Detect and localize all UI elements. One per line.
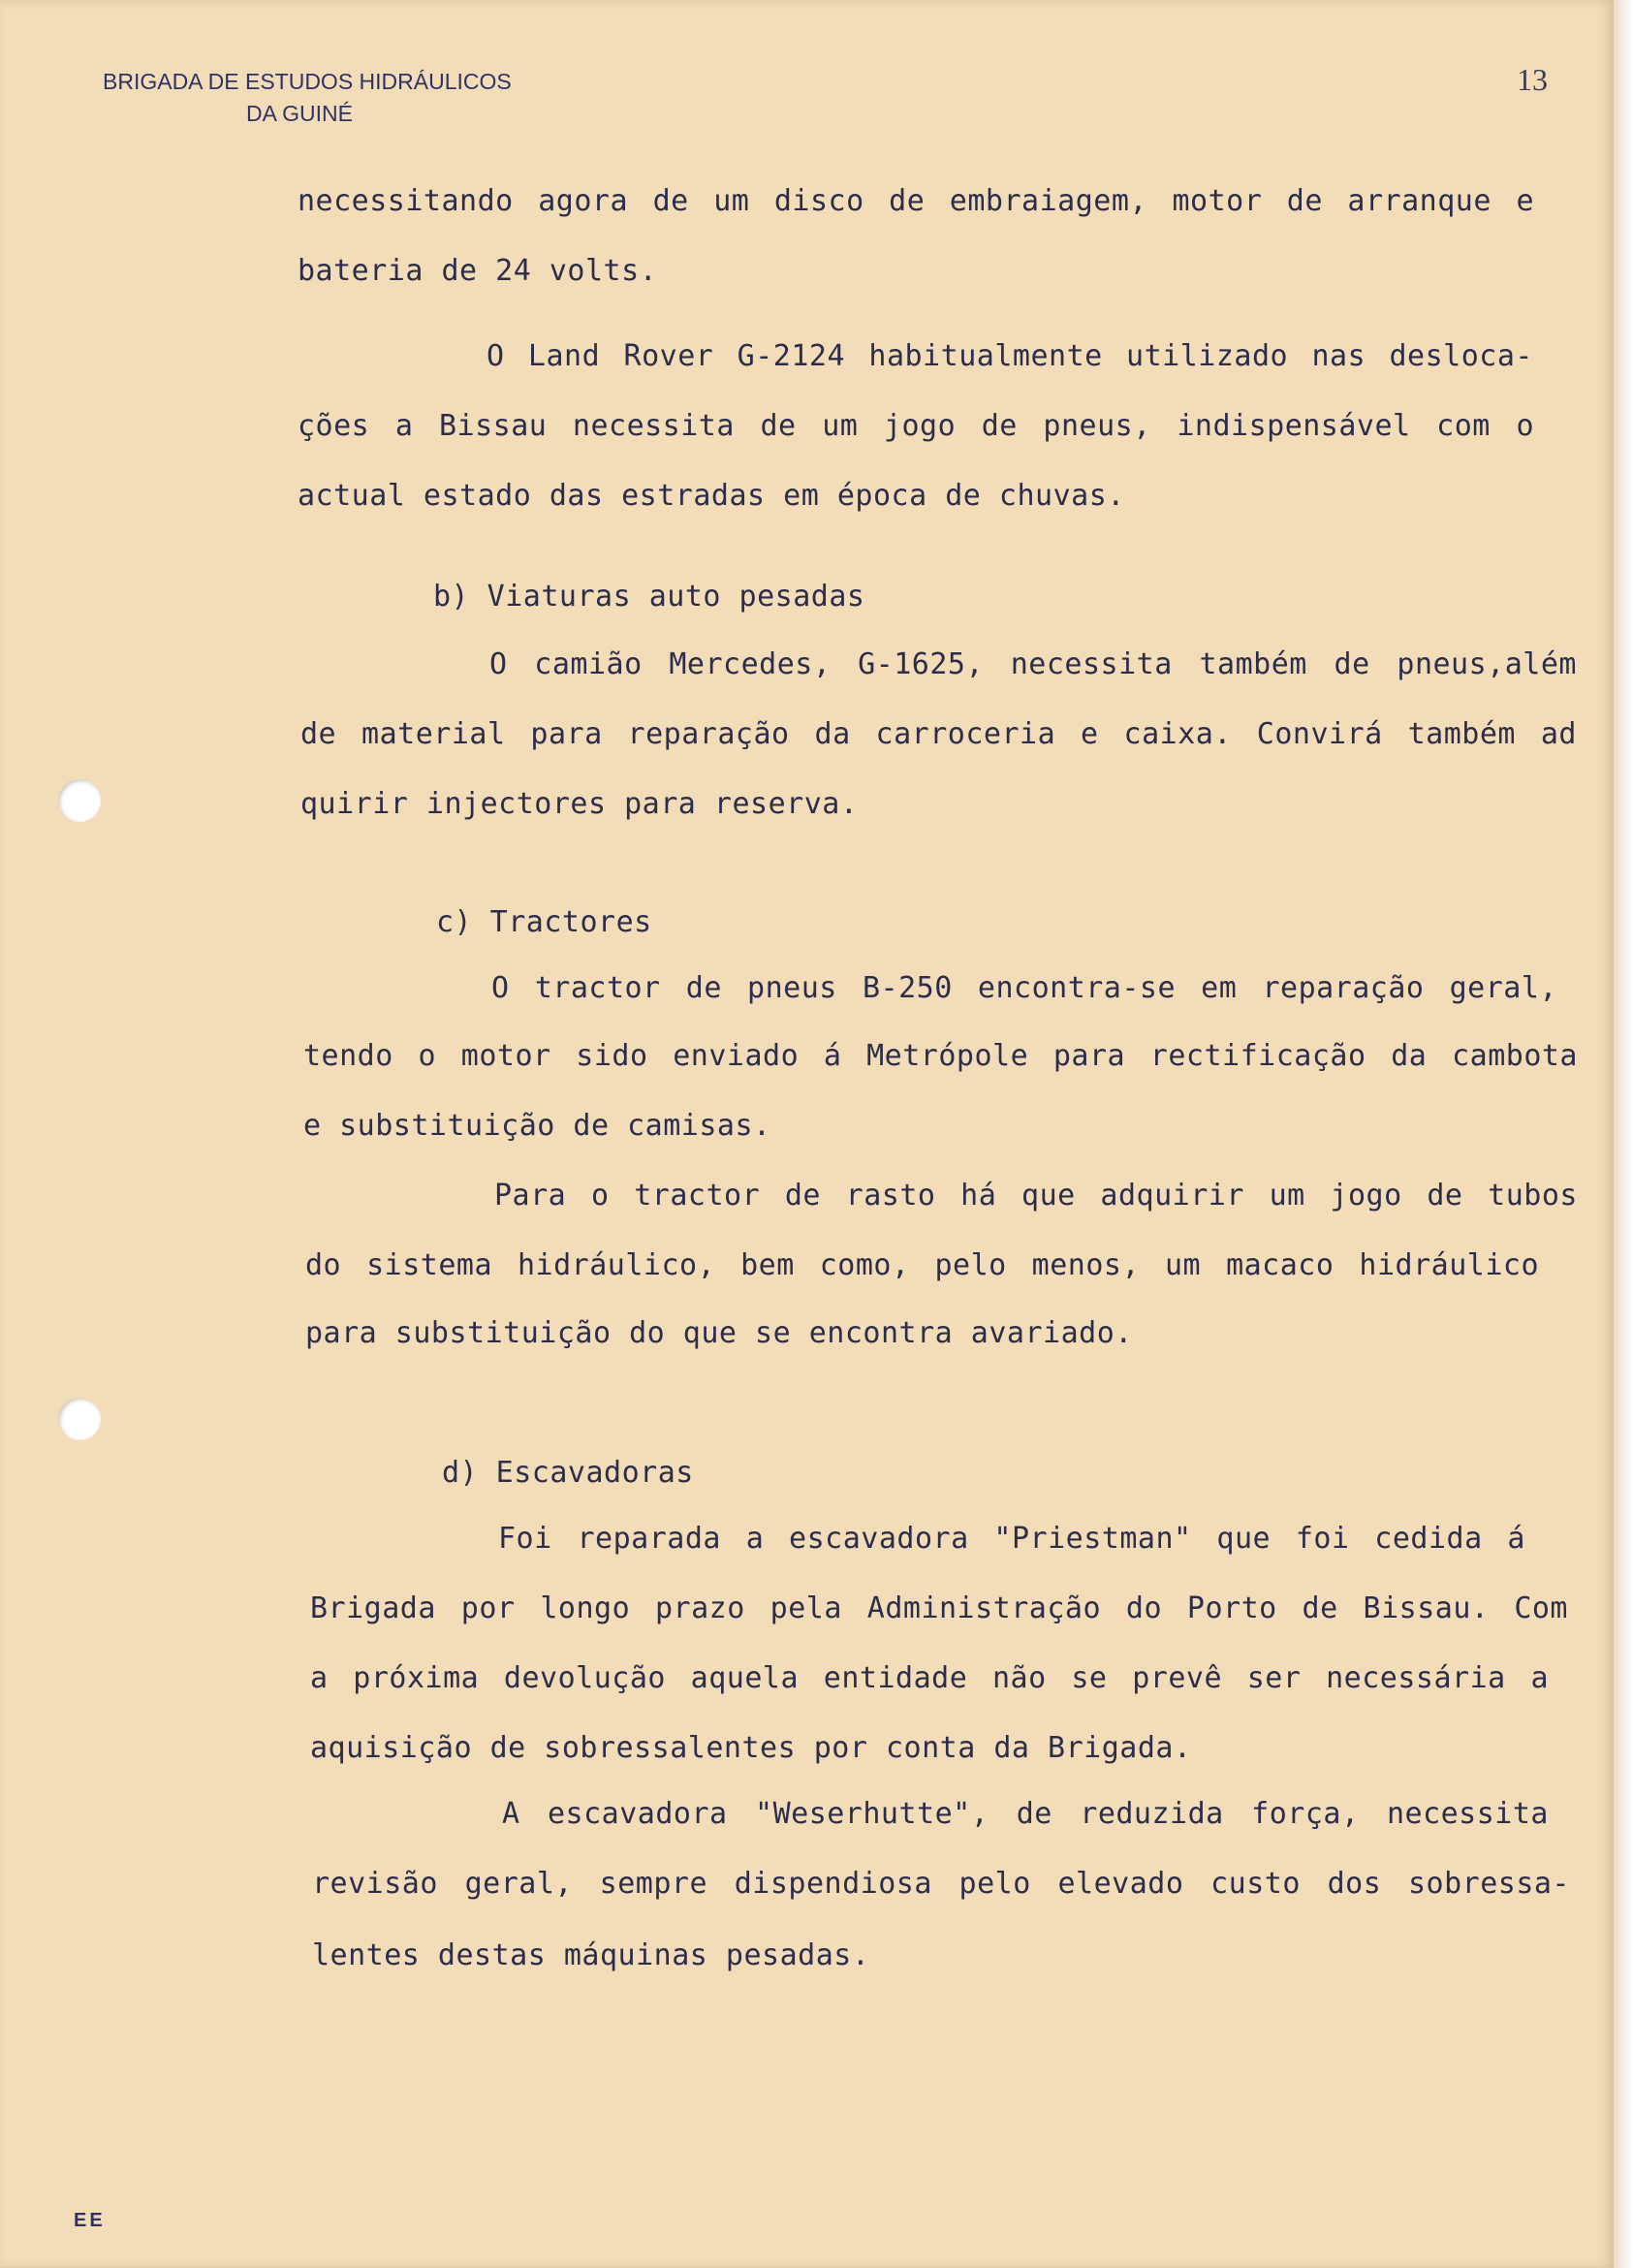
paragraph-line: Para o tractor de rasto há que adquirir um jogo de tubos — [494, 1179, 1578, 1213]
section-heading-d: d) Escavadoras — [442, 1456, 694, 1490]
paragraph-line: ções a Bissau necessita de um jogo de pneus, indispensável com o — [298, 409, 1534, 443]
paragraph-line: O Land Rover G-2124 habitualmente utilizado nas desloca- — [487, 339, 1533, 373]
paragraph-line: actual estado das estradas em época de chuvas. — [298, 479, 1125, 513]
paragraph-line: A escavadora "Weserhutte", de reduzida força, necessita — [502, 1797, 1549, 1831]
punch-hole-lower — [58, 1398, 101, 1440]
paragraph-line: aquisição de sobressalentes por conta da Brigada. — [310, 1731, 1192, 1765]
paragraph-line: do sistema hidráulico, bem como, pelo menos, um macaco hidráulico — [305, 1248, 1539, 1282]
paragraph-line: Foi reparada a escavadora "Priestman" que foi cedida á — [498, 1522, 1525, 1556]
paragraph-line: de material para reparação da carroceria e caixa. Convirá também ad — [300, 717, 1577, 751]
paragraph-line: bateria de 24 volts. — [298, 254, 658, 288]
paragraph-line: Brigada por longo prazo pela Administração do Porto de Bissau. Com — [310, 1591, 1568, 1625]
letterhead-line-2: DA GUINÉ — [246, 101, 353, 127]
section-heading-b: b) Viaturas auto pesadas — [433, 580, 865, 614]
paragraph-line: tendo o motor sido enviado á Metrópole para rectificação da cambota — [303, 1039, 1578, 1073]
paragraph-line: O tractor de pneus B-250 encontra-se em reparação geral, — [491, 971, 1557, 1005]
letterhead — [103, 66, 512, 131]
paragraph-line: O camião Mercedes, G-1625, necessita também de pneus,além — [489, 647, 1577, 681]
paragraph-line: e substituição de camisas. — [303, 1109, 771, 1143]
section-heading-c: c) Tractores — [436, 905, 652, 939]
punch-hole-upper — [58, 779, 101, 822]
letterhead-line-1: BRIGADA DE ESTUDOS HIDRÁULICOS — [103, 69, 512, 94]
paragraph-line: revisão geral, sempre dispendiosa pelo elevado custo dos sobressa- — [312, 1867, 1570, 1901]
footer-mark: EE — [74, 2210, 106, 2231]
page-number: 13 — [1517, 62, 1548, 97]
paragraph-line: lentes destas máquinas pesadas. — [312, 1938, 870, 1972]
paragraph-line: para substituição do que se encontra avariado. — [305, 1316, 1133, 1350]
paragraph-line: quirir injectores para reserva. — [300, 787, 859, 821]
page-edge — [1614, 0, 1633, 2268]
paragraph-line: necessitando agora de um disco de embraiagem, motor de arranque e — [298, 184, 1534, 218]
paragraph-line: a próxima devolução aquela entidade não se prevê ser necessária a — [310, 1661, 1549, 1695]
